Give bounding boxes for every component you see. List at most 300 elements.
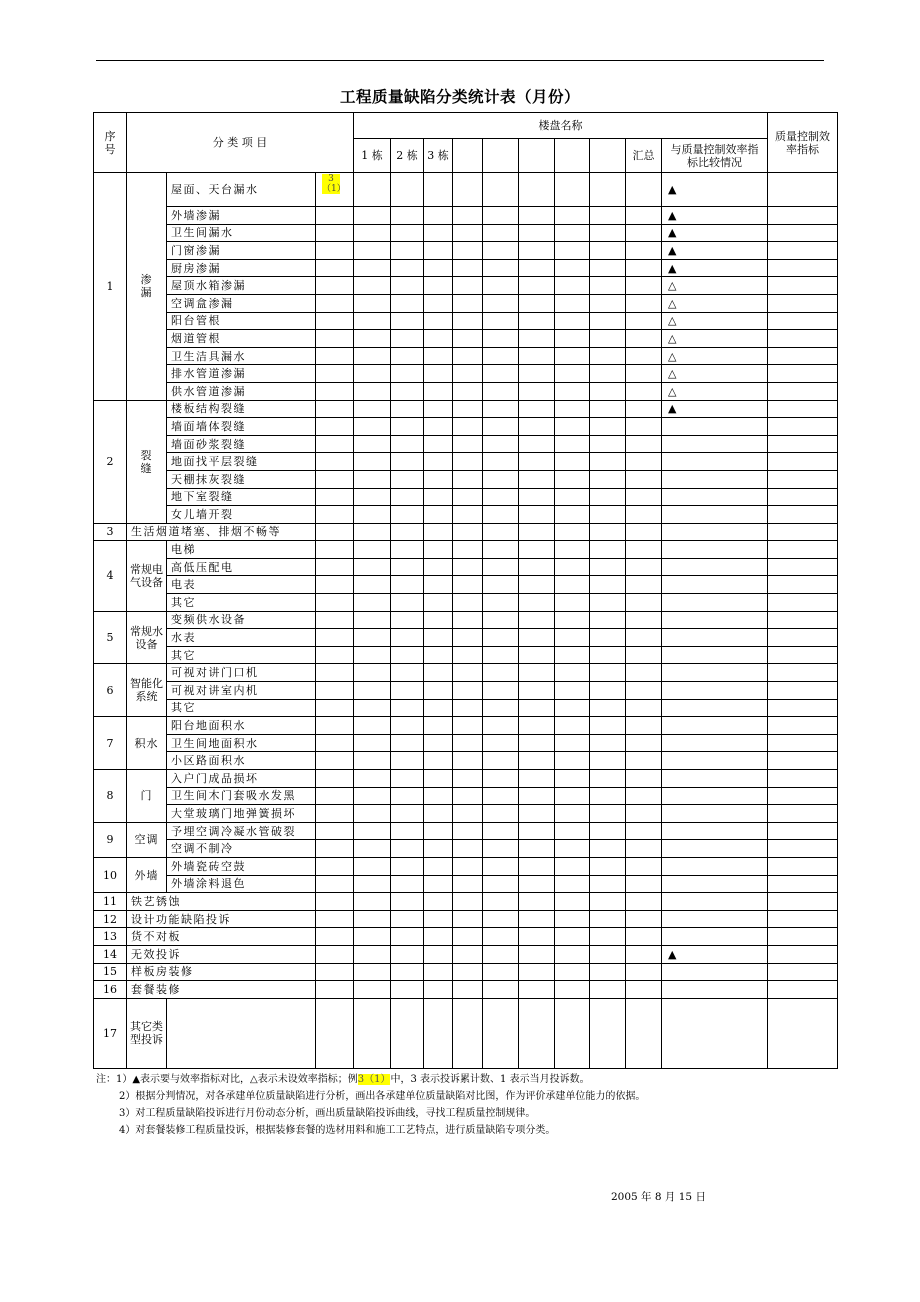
data-cell (453, 717, 483, 735)
data-cell (626, 682, 662, 700)
data-cell-building-1 (316, 541, 354, 559)
data-cell (354, 435, 391, 453)
data-cell-building-1 (316, 682, 354, 700)
data-cell (424, 945, 453, 963)
header-index: 质量控制效率指标 (768, 113, 838, 173)
row-item-label: 外墙涂料退色 (167, 875, 316, 893)
data-cell (391, 382, 424, 400)
data-cell (391, 611, 424, 629)
data-cell (424, 259, 453, 277)
data-cell (483, 259, 519, 277)
data-cell (626, 330, 662, 348)
data-cell (424, 998, 453, 1068)
data-cell (424, 294, 453, 312)
data-cell (555, 629, 590, 647)
data-cell (590, 312, 626, 330)
data-cell (453, 277, 483, 295)
data-cell (424, 787, 453, 805)
row-category: 铁艺锈蚀 (127, 893, 316, 911)
data-cell (555, 594, 590, 612)
row-item-label: 厨房渗漏 (167, 259, 316, 277)
row-index-cell (768, 470, 838, 488)
data-cell (354, 910, 391, 928)
row-comparison-mark (662, 875, 768, 893)
data-cell (519, 928, 555, 946)
row-index-cell (768, 277, 838, 295)
data-cell (555, 822, 590, 840)
row-item-label: 墙面墙体裂缝 (167, 418, 316, 436)
data-cell (391, 330, 424, 348)
row-item-label: 水表 (167, 629, 316, 647)
data-cell (391, 400, 424, 418)
row-item-label: 予埋空调冷凝水管破裂 (167, 822, 316, 840)
data-cell (590, 893, 626, 911)
data-cell (483, 822, 519, 840)
data-cell (626, 699, 662, 717)
data-cell (453, 945, 483, 963)
data-cell (519, 312, 555, 330)
data-cell (391, 312, 424, 330)
data-cell (453, 910, 483, 928)
table-row (94, 400, 838, 418)
data-cell (453, 453, 483, 471)
row-seq: 16 (94, 981, 127, 999)
row-index-cell (768, 173, 838, 207)
data-cell (555, 998, 590, 1068)
data-cell (391, 770, 424, 788)
data-cell (555, 875, 590, 893)
data-cell (453, 594, 483, 612)
data-cell-building-1 (316, 646, 354, 664)
data-cell (453, 294, 483, 312)
data-cell (424, 224, 453, 242)
data-cell (391, 242, 424, 260)
row-comparison-mark (662, 717, 768, 735)
data-cell (354, 365, 391, 383)
data-cell (519, 435, 555, 453)
data-cell (354, 857, 391, 875)
data-cell (453, 664, 483, 682)
data-cell (590, 928, 626, 946)
data-cell (590, 470, 626, 488)
data-cell (555, 312, 590, 330)
data-cell (453, 541, 483, 559)
row-seq: 9 (94, 822, 127, 857)
row-category: 设计功能缺陷投诉 (127, 910, 316, 928)
row-index-cell (768, 734, 838, 752)
data-cell (453, 242, 483, 260)
data-cell (626, 752, 662, 770)
data-cell-building-1 (316, 365, 354, 383)
row-seq: 11 (94, 893, 127, 911)
row-index-cell (768, 857, 838, 875)
data-cell (453, 173, 483, 207)
table-row (94, 523, 838, 541)
data-cell (626, 840, 662, 858)
data-cell (354, 664, 391, 682)
data-cell (483, 910, 519, 928)
data-cell (555, 752, 590, 770)
data-cell (483, 945, 519, 963)
row-category: 无效投诉 (127, 945, 316, 963)
data-cell (483, 752, 519, 770)
row-comparison-mark (662, 470, 768, 488)
data-cell (555, 365, 590, 383)
data-cell (354, 312, 391, 330)
note-1: 注：1）▲表示要与效率指标对比，△表示未设效率指标；例3（1）中，3 表示投诉累计数、1 表示当月投诉数。 (96, 1074, 590, 1085)
row-comparison-mark (662, 594, 768, 612)
data-cell (354, 998, 391, 1068)
data-cell (483, 963, 519, 981)
row-index-cell (768, 312, 838, 330)
data-cell (590, 963, 626, 981)
row-seq: 17 (94, 998, 127, 1068)
data-cell (519, 963, 555, 981)
data-cell (555, 435, 590, 453)
row-comparison-mark (662, 893, 768, 911)
data-cell-building-1 (316, 435, 354, 453)
data-cell (424, 629, 453, 647)
data-cell (424, 611, 453, 629)
data-cell (555, 558, 590, 576)
data-cell (391, 875, 424, 893)
header-building-group: 楼盘名称 (354, 113, 768, 139)
data-cell-building-1 (316, 594, 354, 612)
data-cell (453, 963, 483, 981)
row-index-cell (768, 805, 838, 823)
data-cell (555, 488, 590, 506)
data-cell-building-1 (316, 752, 354, 770)
data-cell (483, 541, 519, 559)
data-cell (424, 646, 453, 664)
data-cell (424, 752, 453, 770)
data-cell (391, 488, 424, 506)
data-cell (626, 664, 662, 682)
row-item-label: 电表 (167, 576, 316, 594)
data-cell (626, 259, 662, 277)
data-cell (555, 910, 590, 928)
data-cell (555, 576, 590, 594)
data-cell (483, 717, 519, 735)
row-seq: 15 (94, 963, 127, 981)
data-cell (391, 910, 424, 928)
data-cell (626, 611, 662, 629)
data-cell (424, 770, 453, 788)
data-cell (354, 629, 391, 647)
top-rule (96, 60, 824, 61)
row-comparison-mark (662, 558, 768, 576)
data-cell (391, 541, 424, 559)
data-cell (483, 787, 519, 805)
row-comparison-mark (662, 646, 768, 664)
data-cell (590, 664, 626, 682)
data-cell (590, 541, 626, 559)
data-cell (519, 664, 555, 682)
data-cell (590, 682, 626, 700)
data-cell (483, 400, 519, 418)
data-cell (453, 418, 483, 436)
data-cell-building-1 (316, 453, 354, 471)
table-row (94, 910, 838, 928)
data-cell (391, 928, 424, 946)
data-cell-building-1 (316, 400, 354, 418)
data-cell (316, 998, 354, 1068)
data-cell (626, 523, 662, 541)
data-cell (590, 382, 626, 400)
data-cell (354, 242, 391, 260)
table-row (94, 998, 838, 1068)
data-cell-building-1 (316, 506, 354, 524)
data-cell (354, 224, 391, 242)
row-item-label: 大堂玻璃门地弹簧损坏 (167, 805, 316, 823)
data-cell (354, 173, 391, 207)
data-cell (590, 611, 626, 629)
row-item-label: 其它 (167, 699, 316, 717)
data-cell (519, 822, 555, 840)
data-cell (519, 277, 555, 295)
data-cell (354, 259, 391, 277)
data-cell (424, 664, 453, 682)
data-cell (354, 928, 391, 946)
row-item-label: 其它 (167, 646, 316, 664)
data-cell (590, 787, 626, 805)
data-cell (555, 893, 590, 911)
row-comparison-mark (662, 787, 768, 805)
data-cell (453, 840, 483, 858)
data-cell (555, 523, 590, 541)
data-cell (555, 330, 590, 348)
data-cell (483, 470, 519, 488)
data-cell (391, 470, 424, 488)
data-cell-building-1 (316, 242, 354, 260)
data-cell (453, 875, 483, 893)
data-cell (626, 347, 662, 365)
data-cell (626, 470, 662, 488)
row-index-cell (768, 875, 838, 893)
data-cell (424, 365, 453, 383)
table-row (94, 418, 838, 436)
row-comparison-mark (662, 664, 768, 682)
row-index-cell (768, 928, 838, 946)
data-cell (519, 840, 555, 858)
data-cell (626, 646, 662, 664)
row-index-cell (768, 259, 838, 277)
data-cell (453, 646, 483, 664)
data-cell (626, 312, 662, 330)
row-item-label: 电梯 (167, 541, 316, 559)
data-cell (626, 875, 662, 893)
data-cell (519, 453, 555, 471)
table-row (94, 752, 838, 770)
data-cell (316, 910, 354, 928)
table-row (94, 312, 838, 330)
data-cell (590, 488, 626, 506)
data-cell (354, 805, 391, 823)
page-title: 工程质量缺陷分类统计表（月份） (339, 88, 580, 106)
row-index-cell (768, 365, 838, 383)
header-building-3: 3 栋 (424, 139, 453, 173)
row-category: 其它类型投诉 (127, 998, 167, 1068)
data-cell (483, 242, 519, 260)
data-cell (626, 928, 662, 946)
data-cell (555, 699, 590, 717)
data-cell (590, 224, 626, 242)
data-cell (354, 875, 391, 893)
row-category: 门 (127, 770, 167, 823)
row-index-cell (768, 629, 838, 647)
table-row (94, 365, 838, 383)
data-cell (626, 734, 662, 752)
data-cell (354, 787, 391, 805)
row-index-cell (768, 207, 838, 225)
row-item-label: 高低压配电 (167, 558, 316, 576)
data-cell (590, 699, 626, 717)
data-cell (590, 435, 626, 453)
row-category: 常规水设备 (127, 611, 167, 664)
data-cell (483, 576, 519, 594)
data-cell (424, 875, 453, 893)
highlighted-value: 3（1） (322, 174, 346, 194)
data-cell (354, 470, 391, 488)
data-cell (354, 734, 391, 752)
data-cell (519, 998, 555, 1068)
table-row (94, 963, 838, 981)
data-cell (626, 173, 662, 207)
data-cell (424, 312, 453, 330)
row-item-label: 门窗渗漏 (167, 242, 316, 260)
data-cell (483, 435, 519, 453)
data-cell-building-1 (316, 312, 354, 330)
data-cell (453, 400, 483, 418)
table-body (94, 173, 838, 1069)
data-cell (354, 400, 391, 418)
data-cell (590, 910, 626, 928)
data-cell (424, 330, 453, 348)
data-cell (453, 928, 483, 946)
data-cell (453, 857, 483, 875)
data-cell (519, 717, 555, 735)
row-comparison-mark (662, 488, 768, 506)
row-comparison-mark (662, 998, 768, 1068)
note-2: 2）根据分判情况，对各承建单位质量缺陷进行分析，画出各承建单位质量缺陷对比图，作为评价承建单位能力的依据。 (119, 1091, 646, 1102)
data-cell (555, 787, 590, 805)
row-item-label: 楼板结构裂缝 (167, 400, 316, 418)
data-cell-building-1 (316, 857, 354, 875)
data-cell (626, 963, 662, 981)
data-cell (424, 699, 453, 717)
data-cell (590, 594, 626, 612)
row-seq: 14 (94, 945, 127, 963)
data-cell (626, 418, 662, 436)
data-cell (391, 347, 424, 365)
data-cell (519, 418, 555, 436)
data-cell (555, 506, 590, 524)
row-item-label: 其它 (167, 594, 316, 612)
data-cell (483, 770, 519, 788)
table-row (94, 770, 838, 788)
data-cell (519, 242, 555, 260)
data-cell (354, 699, 391, 717)
data-cell (424, 277, 453, 295)
row-index-cell (768, 576, 838, 594)
row-item-label: 屋面、天台漏水 (167, 173, 316, 207)
table-row (94, 541, 838, 559)
row-item-label: 烟道管根 (167, 330, 316, 348)
row-comparison-mark (662, 770, 768, 788)
row-item-label: 地面找平层裂缝 (167, 453, 316, 471)
table-row (94, 981, 838, 999)
row-index-cell (768, 242, 838, 260)
data-cell (519, 330, 555, 348)
data-cell (391, 945, 424, 963)
data-cell (519, 875, 555, 893)
row-item-label: 卫生间地面积水 (167, 734, 316, 752)
data-cell (626, 857, 662, 875)
data-cell (354, 822, 391, 840)
data-cell (483, 224, 519, 242)
data-cell (519, 629, 555, 647)
data-cell (354, 594, 391, 612)
table-row (94, 611, 838, 629)
row-index-cell (768, 594, 838, 612)
data-cell-building-1 (316, 840, 354, 858)
data-cell (590, 400, 626, 418)
table-row (94, 928, 838, 946)
data-cell (391, 629, 424, 647)
data-cell (555, 382, 590, 400)
data-cell (555, 963, 590, 981)
row-comparison-mark: △ (662, 294, 768, 312)
data-cell (453, 770, 483, 788)
row-index-cell (768, 506, 838, 524)
row-index-cell (768, 682, 838, 700)
data-cell (453, 682, 483, 700)
data-cell (626, 576, 662, 594)
row-item-label: 地下室裂缝 (167, 488, 316, 506)
row-index-cell (768, 981, 838, 999)
data-cell (626, 382, 662, 400)
data-cell (424, 734, 453, 752)
data-cell-building-1 (316, 558, 354, 576)
data-cell (391, 207, 424, 225)
data-cell (453, 998, 483, 1068)
data-cell (590, 418, 626, 436)
data-cell (626, 506, 662, 524)
data-cell (453, 699, 483, 717)
data-cell (590, 523, 626, 541)
data-cell (453, 224, 483, 242)
data-cell (590, 717, 626, 735)
row-index-cell (768, 453, 838, 471)
data-cell (555, 470, 590, 488)
table-row (94, 277, 838, 295)
data-cell (391, 646, 424, 664)
row-index-cell (768, 611, 838, 629)
data-cell (424, 840, 453, 858)
data-cell-building-1 (316, 822, 354, 840)
data-cell (555, 734, 590, 752)
row-seq: 13 (94, 928, 127, 946)
row-seq: 6 (94, 664, 127, 717)
data-cell (483, 629, 519, 647)
row-item-label: 卫生洁具漏水 (167, 347, 316, 365)
data-cell (354, 945, 391, 963)
data-cell (483, 893, 519, 911)
table-row (94, 734, 838, 752)
row-comparison-mark: ▲ (662, 400, 768, 418)
data-cell (626, 294, 662, 312)
data-cell (519, 294, 555, 312)
